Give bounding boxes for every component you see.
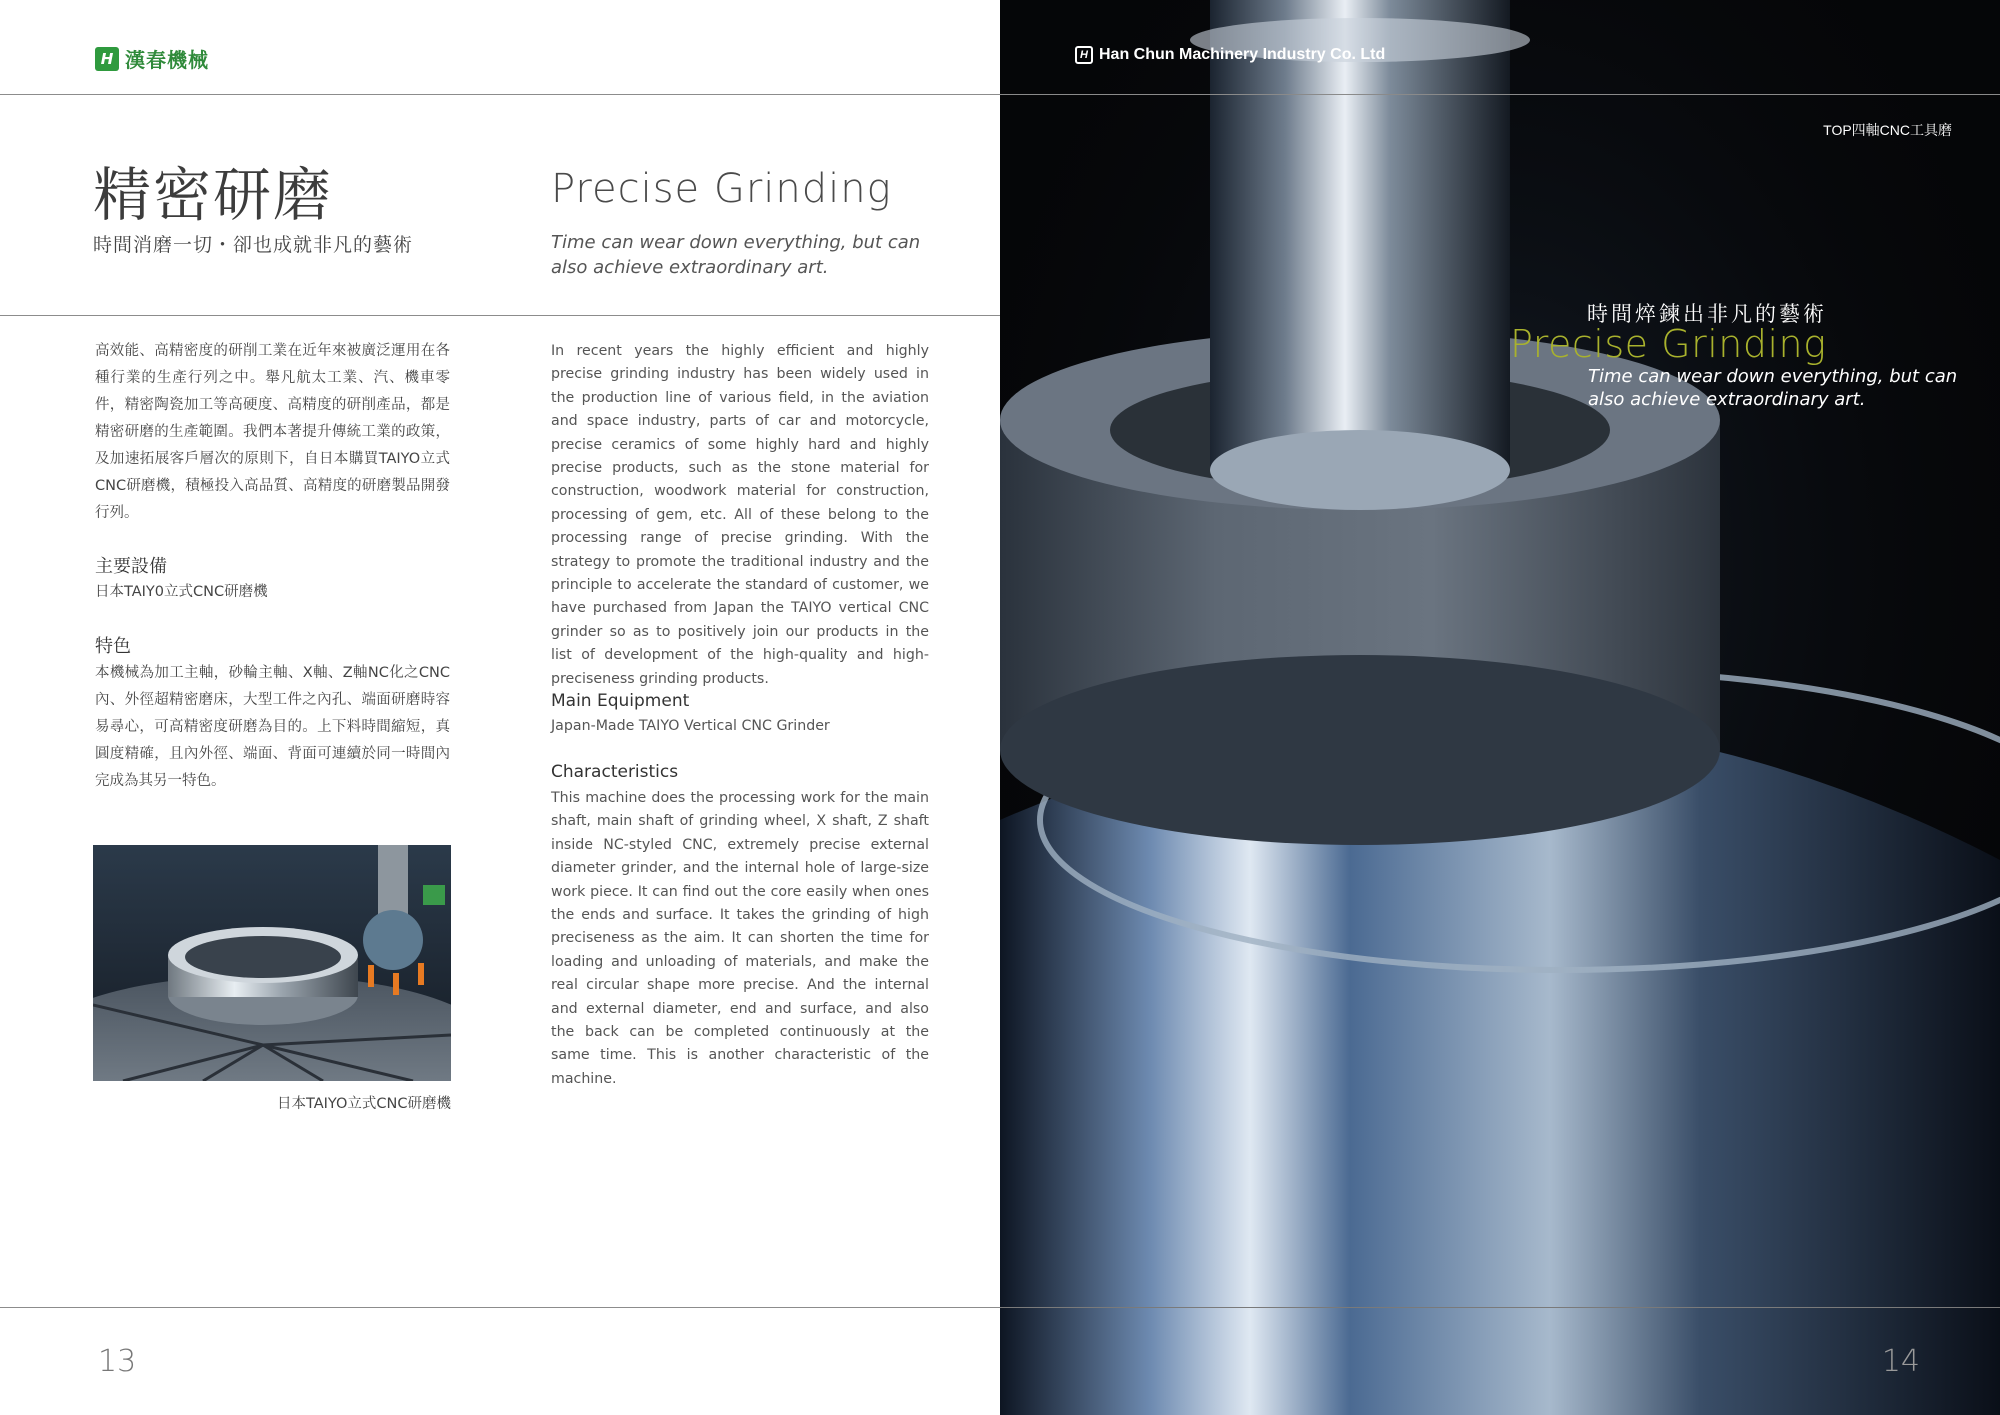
middle-divider <box>0 315 1000 316</box>
right-page <box>1000 0 2000 1415</box>
zh-equipment-heading: 主要設備 <box>95 556 167 577</box>
han-chun-logo-icon: H <box>95 47 119 71</box>
zh-features-heading: 特色 <box>95 636 131 657</box>
page-number-right: 14 <box>1881 1344 1920 1379</box>
logo-text: 漢春機械 <box>125 48 209 72</box>
zh-body-text: 高效能、高精密度的研削工業在近年來被廣泛運用在各種行業的生產行列之中。舉凡航太工業、汽、機車零件，精密陶瓷加工等高硬度、高精度的研削產品，都是精密研磨的生產範圍。我們本著提升傳統工業的政策，及加速拓展客戶層次的原則下，自日本購買TAIYO立式CNC研磨機，積極投入高品質、高精度的研磨製品開發行列。 <box>95 343 450 521</box>
right-bottom-divider <box>1000 1307 2000 1308</box>
top-divider <box>0 94 1000 95</box>
hero-en-title: Precise Grinding <box>1510 322 1827 366</box>
company-name: Han Chun Machinery Industry Co. Ltd <box>1099 46 1386 63</box>
page-number-left: 13 <box>98 1344 137 1379</box>
hero-zh-title: 時間焠鍊出非凡的藝術 <box>1587 302 1827 326</box>
grinder-photo-illustration <box>93 845 451 1081</box>
en-features-text: This machine does the processing work for the main shaft, main shaft of grinding wheel, X shaft, Z shaft inside NC-styled CNC, extremely precise external diameter grinder, and the internal hole of large-size work piece. It can find out the core easily when ones the ends and surface. It takes the grinding of high preciseness as the aim. It can shorten the time for loading and unloading of materials, and make the real circular shape more precise. And the internal and external diameter, end and surface, and also the back can be completed continuously at the same time. This is another characteristic of the machine. <box>551 790 929 1087</box>
zh-title: 精密研磨 <box>93 161 334 229</box>
zh-subtitle: 時間消磨一切・卻也成就非凡的藝術 <box>93 234 414 256</box>
photo-caption: 日本TAIYO立式CNC研磨機 <box>277 1096 451 1112</box>
machine-tag: TOP四軸CNC工具磨 <box>1823 122 1952 138</box>
company-name-header <box>1075 46 1385 64</box>
en-body-text: In recent years the highly efficient and highly precise grinding industry has been widely used in the production line of various field, in the aviation and space industry, parts of car and motorcycle, precise ceramics of some highly hard and highly precise products, such as the stone material for construction, woodwork material for construction, processing of gem, etc. All of these belong to the processing range of precise grinding. With the strategy to promote the traditional industry and the principle to accelerate the standard of customer, we have purchased from Japan the TAIYO vertical CNC grinder so as to positively join our products in the list of development of the high-quality and high-preciseness grinding products. <box>551 343 929 687</box>
brand-logo <box>95 44 209 73</box>
bottom-divider <box>0 1307 1000 1308</box>
zh-equipment-text: 日本TAIY0立式CNC研磨機 <box>95 584 268 600</box>
right-top-divider <box>1000 94 2000 95</box>
grinding-wheel-hero-image <box>1000 0 2000 1415</box>
en-subtitle: Time can wear down everything, but can also achieve extraordinary art. <box>551 232 921 278</box>
en-equipment-text: Japan-Made TAIYO Vertical CNC Grinder <box>551 718 830 734</box>
hero-subtitle: Time can wear down everything, but can also achieve extraordinary art. <box>1588 366 1958 410</box>
en-equipment-heading: Main Equipment <box>551 691 690 711</box>
han-chun-logo-icon: H <box>1075 46 1093 64</box>
en-title: Precise Grinding <box>551 166 892 212</box>
en-features-heading: Characteristics <box>551 762 679 782</box>
grinder-photo <box>93 845 451 1081</box>
zh-features-text: 本機械為加工主軸，砂輪主軸、X軸、Z軸NC化之CNC內、外徑超精密磨床，大型工件之內孔、端面研磨時容易尋心，可高精密度研磨為目的。上下料時間縮短，真圓度精確，且內外徑、端面、背面可連續於同一時間內完成為其另一特色。 <box>95 665 450 789</box>
